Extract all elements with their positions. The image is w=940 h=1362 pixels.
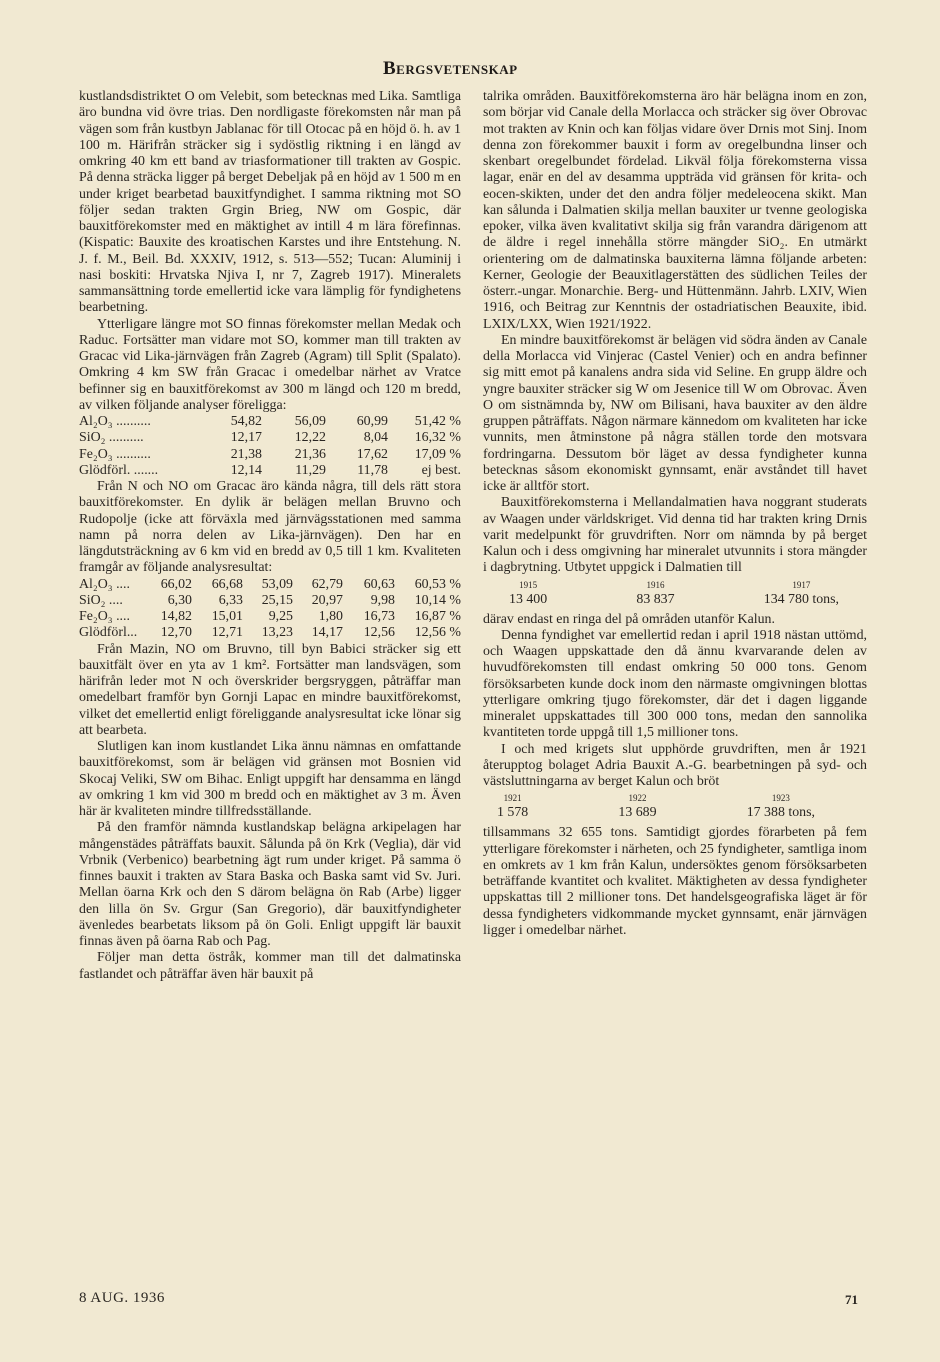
table-cell: 21,38	[230, 446, 262, 462]
table-cell: SiO₂ ....	[79, 592, 123, 608]
paragraph: Bauxitförekomsterna i Mellandalmatien hava noggrant studerats av Waagen under världskriget. Vid denna tid har trakten kring Drnis varit medelpunkt för gruvdriften. Norr om nämnda by på berget Kalun och i dess omgivning har mineralet utvunnits i stora mängder i dagbrytning. Utbytet uppgick i Dalmatien till	[483, 495, 867, 576]
table-cell: 62,79	[311, 576, 343, 592]
table-cell: ej best.	[421, 462, 461, 478]
table-cell: 12,56 %	[414, 625, 461, 641]
table-cell: 9,25	[268, 609, 293, 624]
table-cell: 56,09	[294, 414, 326, 429]
table-cell: 20,97	[311, 592, 343, 608]
year-column	[618, 793, 656, 821]
table-cell: Fe₂O₃ ..........	[79, 446, 151, 462]
table-cell: 25,15	[261, 592, 293, 608]
table-cell: 9,98	[370, 592, 395, 608]
table-row	[79, 593, 461, 609]
paragraph: Från Mazin, NO om Bruvno, till byn Babici sträcker sig ett bauxitfält över en yta av 1 km². Fortsätter man landsvägen, som härifrån leder mot N och överskrider bergsryggen, påträffar man omedelbart framför byn Gornji Lapac en mindre bauxitförekomst, vilket det emellertid enligt föreliggande analysresultat icke lönar sig att bearbeta.	[79, 641, 461, 738]
paragraph: Från N och NO om Gracac äro kända några, till dels rätt stora bauxitförekomster. En dylik är belägen mellan Bruvno och Rudopolje (icke att förväxla med järnvägsstationen med samma namn på norra delen av Lika-järnvägen). Den har en längdutsträckning av 6 km vid en bredd av 0,5 till 1 km. Kvaliteten framgår av följande analysresultat:	[79, 479, 461, 576]
table-cell: 60,99	[356, 414, 388, 429]
year-value: 83 837	[636, 591, 675, 607]
table-cell: 8,04	[363, 430, 388, 446]
table-cell: 12,71	[211, 625, 243, 641]
table-cell: 14,82	[160, 609, 192, 624]
table-cell: 12,70	[160, 625, 192, 641]
section-header: Bergsvetenskap	[383, 58, 518, 79]
table-cell: SiO₂ ..........	[79, 430, 144, 446]
table-cell: 15,01	[211, 609, 243, 624]
year-label: 1917	[792, 579, 811, 590]
table-cell: 12,56	[363, 625, 395, 641]
year-value: 134 780 tons,	[763, 591, 839, 607]
table-cell: 60,53 %	[414, 576, 461, 592]
table-cell: Glödförl...	[79, 625, 138, 641]
table-cell: 60,63	[363, 576, 395, 592]
table-cell: 51,42 %	[414, 414, 461, 429]
year-label: 1916	[646, 579, 665, 590]
year-value: 13 400	[509, 591, 548, 607]
analysis-table-bruvno	[79, 577, 461, 642]
table-cell: Fe₂O₃ ....	[79, 609, 130, 624]
paragraph: Slutligen kan inom kustlandet Lika ännu nämnas en omfattande bauxitförekomst, som är belägen vid gränsen mot Bosnien vid Skocaj Veliki, SW om Bihac. Enligt uppgift har densamma en längd av omkring 1 km vid 300 m bredd och en mäktighet av 3 m. Även här är kvaliteten mindre tillfredsställande.	[79, 739, 461, 819]
table-cell: 6,33	[218, 592, 243, 608]
table-cell: 66,02	[160, 576, 192, 592]
paragraph: En mindre bauxitförekomst är belägen vid södra änden av Canale della Morlacca vid Vinjerac (Castel Venier) och en andra befinner sig mitt emot på kanalens andra sida vid Seline. En grupp äldre och yngre bauxiter sträcker sig W om Jesenice till W om Obrovac. Även O om sistnämnda by, NW om Bilisani, hava bauxiter av den äldre gruppen påträffats. Någon närmare kännedom om kvaliteten har icke vunnits, men åtminstone på några ställen torde den motsvara fordringarna. Dessutom bör läget av dessa fyndigheter kunna betecknas såsom ekonomiskt gynnsamt, enär avståndet till havet icke är alltför stort.	[483, 332, 867, 494]
table-cell: Glödförl. .......	[79, 462, 159, 478]
year-column	[636, 580, 674, 608]
year-value: 13 689	[618, 805, 657, 821]
year-column	[747, 793, 815, 821]
table-cell: 17,09 %	[414, 446, 461, 462]
paragraph: Denna fyndighet var emellertid redan i april 1918 nästan uttömd, och Waagen uppskattade den då ännu kvarvarande delen av huvudförekomsten till endast omkring 50 000 tons. Genom försöksarbeten kunde dock inom den närmaste omgivningen blottas ytterligare omkring tjugo förekomster, där det i dagen liggande mineralet uppskattades till 300 000 tons, medan den sannolika kvantiteten torde uppgå till 1,5 millioner tons.	[483, 627, 867, 741]
paragraph: kustlandsdistriktet O om Velebit, som betecknas med Lika. Samtliga äro bundna vid övre trias. Den nordligaste förekomsten når man på vägen som från kustbyn Jablanac för till Otocac på en höjd ö. h. av 1 100 m. Härifrån sträcker sig i sydöstlig riktning i en längd av omkring 40 km ett band av triasformationer till trakten av Gospic. På denna sträcka ligger på berget Debeljak på en höjd av 1 500 m en under kriget bearbetad bauxitfyndighet. I samma riktning mot SO följer sedan trakten Grgin Brieg, NW om Gospic, där bauxitförekomster med en mäktighet av intill 4 m lära förefinnas. (Kispatic: Bauxite des kroatischen Karstes und ihre Entstehung. N. J. f. M., Beil. Bd. XXXIV, 1912, s. 513—552; Tucan: Aluminij i nasi boskiti: Hrvatska Njiva I, nr 7, Zagreb 1917). Mineralets sammansättning torde emellertid icke vara lämplig för fyndighetens bearbetning.	[79, 89, 461, 316]
issue-date: 8 AUG. 1936	[79, 1290, 165, 1306]
year-column	[497, 793, 528, 821]
table-cell: 54,82	[230, 414, 262, 429]
table-cell: 66,68	[211, 576, 243, 592]
year-label: 1922	[628, 793, 647, 804]
table-cell: 16,73	[363, 609, 395, 624]
paragraph: därav endast en ringa del på områden utanför Kalun.	[483, 611, 775, 627]
table-row	[79, 577, 461, 593]
table-cell: 1,80	[318, 609, 343, 624]
page-number: 71	[845, 1292, 858, 1307]
paragraph: På den framför nämnda kustlandskap belägna arkipelagen har mångenstädes påträffats bauxit. Sålunda på ön Krk (Veglia), där vid Vrbnik (Verbenico) bearbetning ägt rum under kriget. På samma ö finnes bauxit i trakten av Stara Baska och Baska samt vid Sv. Juri. Mellan öarna Krk och den S därom belägna ön Rab (Arbe) ligger den lilla ön Sv. Grgur (San Gregorio), där bauxitfyndigheter ävenledes bearbetats liksom på ön Goli. Enligt uppgift lär bauxit finnas även på öarna Rab och Pag.	[79, 820, 461, 949]
table-cell: Al₂O₃ ..........	[79, 414, 151, 429]
production-table-1915-1917	[483, 577, 839, 612]
paragraph: tillsammans 32 655 tons. Samtidigt gjordes förarbeten på fem ytterligare förekomster i närheten, och 25 fyndigheter, samtliga inom en omkrets av 1 km från Kalun, undersöktes genom försöksarbeten beträffande kvantitet och kvalitet. Mäktigheten av dessa fyndigheter uppskattas till 2 millioner tons. Det handelsgeografiska läget är för dessa fyndigheters vidkommande mycket gynnsamt, enär järnvägen ligger i omedelbar närhet.	[483, 825, 867, 938]
table-row	[79, 430, 461, 446]
table-row	[79, 463, 461, 479]
year-label: 1921	[503, 793, 522, 804]
table-cell: 12,17	[230, 430, 262, 446]
paragraph: Följer man detta östråk, kommer man till det dalmatinska fastlandet och påträffar även här bauxit på	[79, 950, 461, 982]
table-cell: 11,29	[295, 462, 326, 478]
year-value: 17 388 tons,	[746, 805, 815, 821]
table-cell: 14,17	[311, 625, 343, 641]
paragraph: talrika områden. Bauxitförekomsterna äro här belägna inom en zon, som börjar vid Canale della Morlacca och sträcker sig över Obrovac mot trakten av Knin och kan följas vidare över Drnis mot Sinj. Inom denna zon förekommer bauxit i form av oregelbundna linser och skenbart oregelbundet fördelad. Likväl följa förekomsterna vissa lagar, enär en del av desamma uppträda vid gränsen för krita- och eocen-skikten, under det den andra följer medeleocena skikt. Man kan sålunda i Dalmatien skilja mellan bauxiter ur tvenne geologiska epoker, vilka även kvalitativt skilja sig från varandra därigenom att de äldre i regel innehålla större mängder SiO₂. En utmärkt orientering om de dalmatinska bauxiterna lämna följande arbeten: Kerner, Geologie der Beauxitlagerstätten des südlichen Teiles der österr.-ungar. Monarchie. Berg- und Hüttenmänn. Jahrb. LXIV, Wien 1916, och Beitrag zur Kenntnis der ostadriatischen Beauxite, ibid. LXIX/LXX, Wien 1921/1922.	[483, 89, 867, 332]
year-column	[764, 580, 839, 608]
table-cell: 16,87 %	[414, 609, 461, 624]
table-cell: 12,22	[294, 430, 326, 446]
table-cell: 13,23	[261, 625, 293, 641]
right-column	[483, 89, 867, 939]
year-label: 1915	[519, 579, 538, 590]
table-row	[79, 447, 461, 463]
table-cell: 17,62	[356, 446, 388, 462]
table-row	[79, 414, 461, 430]
paragraph: I och med krigets slut upphörde gruvdriften, men år 1921 återupptog bolaget Adria Bauxit A.-G. bearbetningen på syd- och västsluttningarna av berget Kalun och bröt	[483, 741, 867, 789]
year-label: 1923	[771, 793, 790, 804]
table-cell: 6,30	[167, 592, 192, 608]
year-column	[509, 580, 547, 608]
production-table-1921-1923	[483, 790, 815, 825]
year-value: 1 578	[497, 805, 529, 821]
analysis-table-vratce	[79, 414, 461, 479]
table-cell: Al₂O₃ ....	[79, 576, 130, 592]
table-cell: 10,14 %	[414, 592, 461, 608]
table-row	[79, 625, 461, 641]
table-cell: 11,78	[357, 462, 388, 478]
table-cell: 16,32 %	[414, 430, 461, 446]
left-column	[79, 89, 461, 983]
table-cell: 53,09	[261, 576, 293, 592]
table-cell: 12,14	[230, 462, 262, 478]
paragraph: Ytterligare längre mot SO finnas förekomster mellan Medak och Raduc. Fortsätter man vidare mot SO, kommer man till trakten av Gracac vid Lika-järnvägen från Zagreb (Agram) till Split (Spalato). Omkring 4 km SW från Gracac i omedelbar närhet av Vratce befinner sig en bauxitförekomst av 300 m längd och 120 m bredd, av vilken följande analyser föreligga:	[79, 316, 461, 413]
table-cell: 21,36	[294, 446, 326, 462]
table-row	[79, 609, 461, 625]
